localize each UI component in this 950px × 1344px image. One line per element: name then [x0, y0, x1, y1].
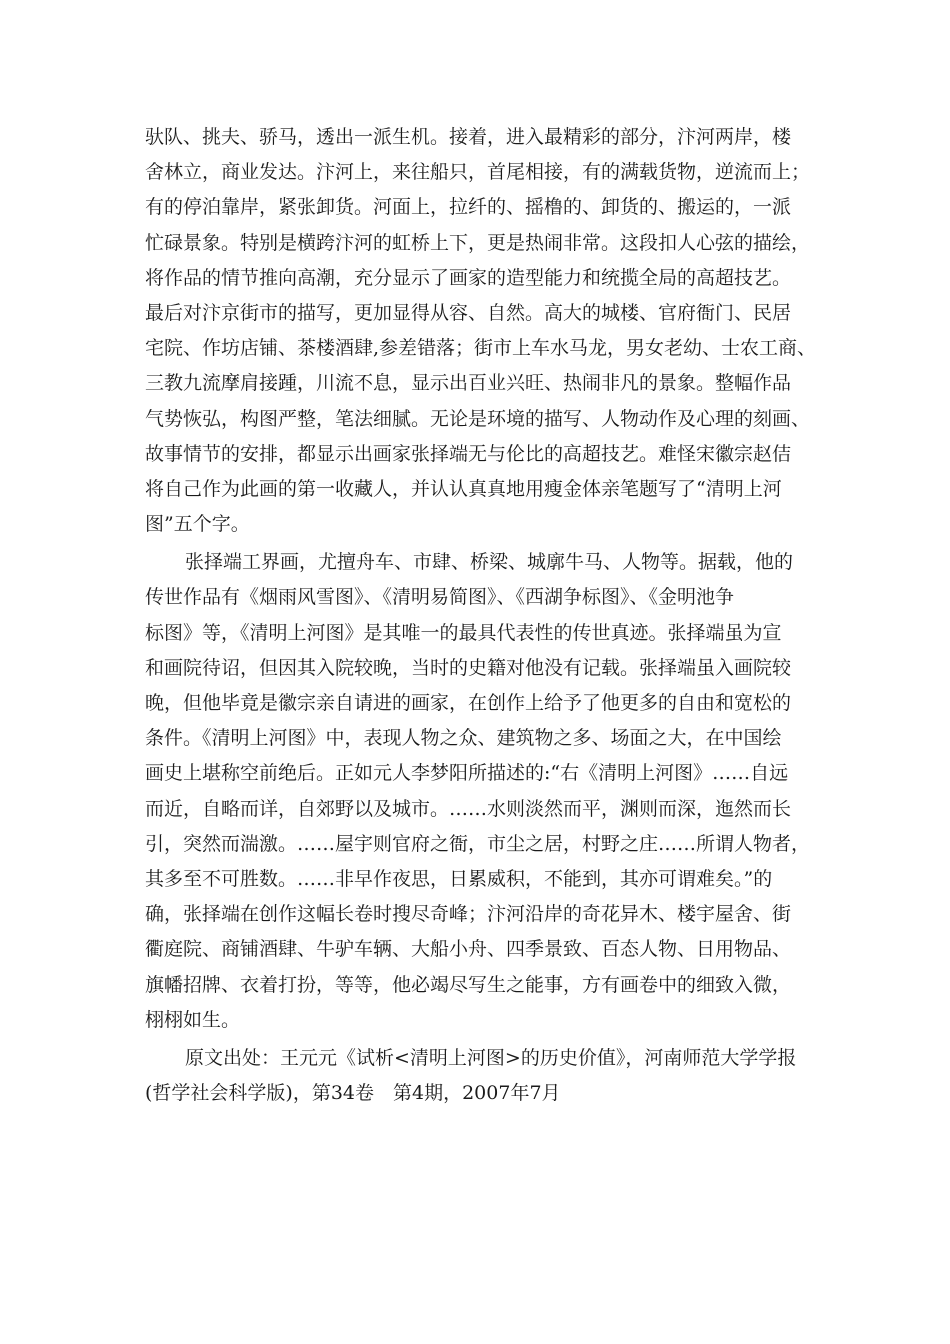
text-line: 其多至不可胜数。……非早作夜思，日累威积，不能到，其亦可谓难矣。”的 — [145, 867, 773, 890]
text-line: 和画院待诏，但因其入院较晚，当时的史籍对他没有记载。张择端虽入画院较 — [145, 656, 792, 679]
text-line: 条件。《清明上河图》中，表现人物之众、建筑物之多、场面之大，在中国绘 — [145, 727, 782, 750]
text-line: 衢庭院、商铺酒肆、牛驴车辆、大船小舟、四季景致、百态人物、日用物品、 — [145, 938, 792, 961]
paragraph — [145, 545, 835, 1038]
text-line: 舍林立，商业发达。汴河上，来往船只，首尾相接，有的满载货物，逆流而上； — [145, 161, 811, 184]
text-line: 引，突然而湍激。……屋宇则官府之衙，市尘之居，村野之庄……所谓人物者， — [145, 832, 811, 855]
text-line: 确，张择端在创作这幅长卷时搜尽奇峰；汴河沿岸的奇花异木、楼宇屋舍、街 — [145, 903, 792, 926]
document-body — [145, 120, 835, 1111]
text-line: 气势恢弘，构图严整，笔法细腻。无论是环境的描写、人物动作及心理的刻画、 — [145, 407, 811, 430]
text-line: 最后对汴京街市的描写，更加显得从容、自然。高大的城楼、官府衙门、民居 — [145, 301, 792, 324]
text-line: 传世作品有《烟雨风雪图》、《清明易简图》、《西湖争标图》、《金明池争 — [145, 586, 735, 609]
text-line: 将自己作为此画的第一收藏人，并认认真真地用瘦金体亲笔题写了“清明上河 — [145, 477, 782, 500]
text-line: 宅院、作坊店铺、茶楼酒肆,参差错落；街市上车水马龙，男女老幼、士农工商、 — [145, 337, 817, 360]
text-line: 有的停泊靠岸，紧张卸货。河面上，拉纤的、摇橹的、卸货的、搬运的，一派 — [145, 196, 792, 219]
text-line: 将作品的情节推向高潮，充分显示了画家的造型能力和统揽全局的高超技艺。 — [145, 266, 792, 289]
paragraph — [145, 120, 835, 542]
text-line: 画史上堪称空前绝后。正如元人李梦阳所描述的:“右《清明上河图》……自远 — [145, 762, 789, 785]
text-line: 张择端工界画，尤擅舟车、市肆、桥梁、城廓牛马、人物等。据载，他的 — [185, 551, 794, 574]
text-line: 驮队、挑夫、骄马，透出一派生机。接着，进入最精彩的部分，汴河两岸，楼 — [145, 126, 792, 148]
text-line: 三教九流摩肩接踵，川流不息，显示出百业兴旺、热闹非凡的景象。整幅作品 — [145, 372, 792, 395]
text-line: 栩栩如生。 — [145, 1008, 241, 1031]
text-line: 晚，但他毕竟是徽宗亲自请进的画家，在创作上给予了他更多的自由和宽松的 — [145, 692, 792, 714]
text-line: 图”五个字。 — [145, 513, 250, 536]
text-line: 故事情节的安排，都显示出画家张择端无与伦比的高超技艺。难怪宋徽宗赵佶 — [145, 442, 792, 465]
text-line: (哲学社会科学版)，第34卷 第4期，2007年7月 — [145, 1082, 561, 1105]
text-line: 而近，自略而详，自郊野以及城市。……水则淡然而平，渊则而深，迤然而长 — [145, 797, 792, 820]
text-line: 原文出处：王元元《试析<清明上河图>的历史价值》，河南师范大学学报 — [185, 1046, 797, 1069]
text-line: 忙碌景象。特别是横跨汴河的虹桥上下，更是热闹非常。这段扣人心弦的描绘， — [145, 231, 811, 254]
text-line: 标图》等，《清明上河图》是其唯一的最具代表性的传世真迹。张择端虽为宣 — [145, 621, 782, 644]
text-line: 旗幡招牌、衣着打扮，等等，他必竭尽写生之能事，方有画卷中的细致入微， — [145, 973, 792, 996]
paragraph — [145, 1041, 835, 1111]
